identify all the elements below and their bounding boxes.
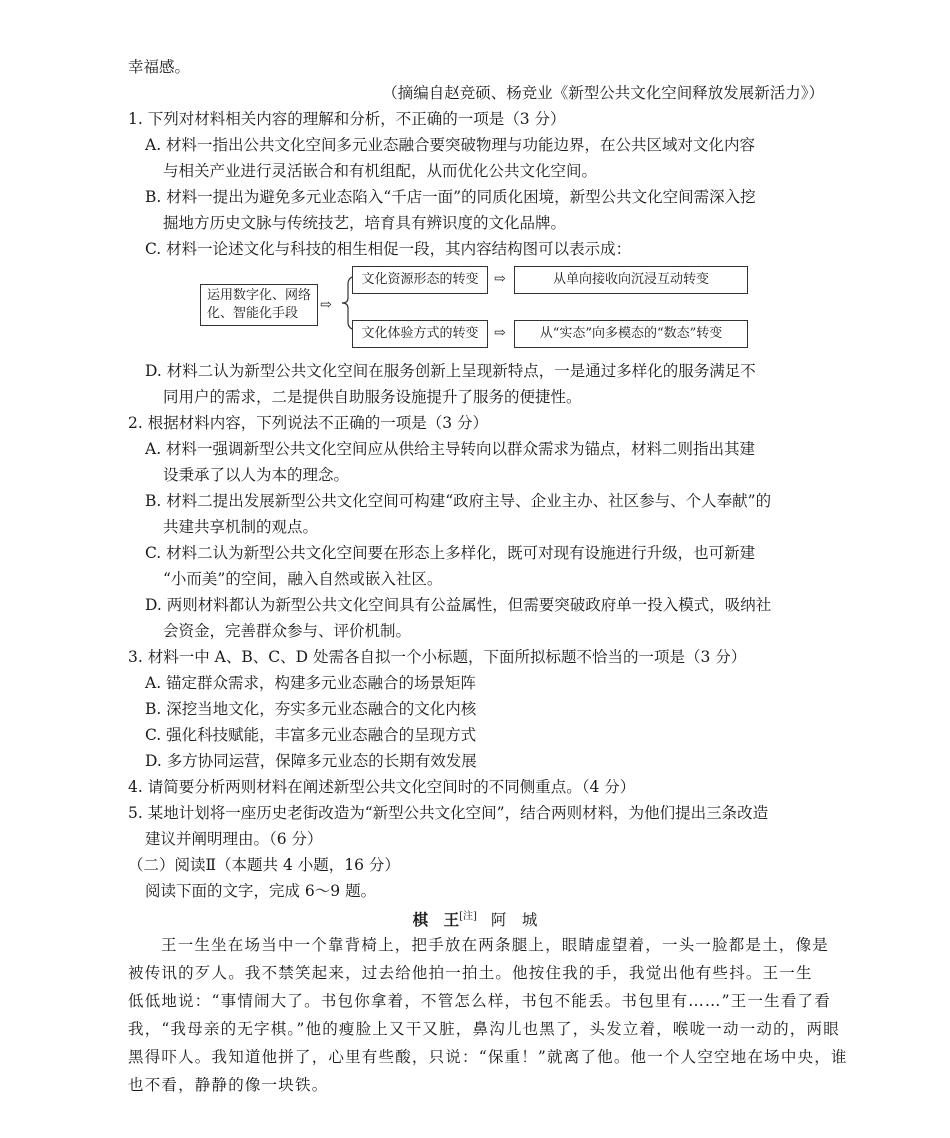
structure-diagram bbox=[200, 262, 760, 350]
reading-title: 棋 王 bbox=[412, 910, 460, 930]
diagram-branch-2-box bbox=[352, 320, 488, 348]
diagram-branch-1-text: 文化资源形态的转变 bbox=[361, 272, 479, 287]
diagram-root-text: 运用数字化、网络化、智能化手段 bbox=[207, 288, 312, 321]
diagram-branch-1-box bbox=[352, 266, 488, 294]
passage-line: 也不看，静静的像一块铁。 bbox=[128, 1076, 329, 1094]
diagram-branch-2-text: 文化体验方式的转变 bbox=[361, 326, 479, 341]
option-1a-cont: 与相关产业进行灵活嵌合和有机组配，从而优化公共文化空间。 bbox=[163, 162, 598, 180]
root-arrow-icon: ⇨ bbox=[320, 297, 332, 313]
option-2d-cont: 会资金，完善群众参与、评价机制。 bbox=[163, 622, 412, 640]
instruction: 阅读下面的文字，完成 6～9 题。 bbox=[145, 882, 377, 900]
branch-2-arrow-icon: ⇨ bbox=[494, 325, 506, 341]
reading-title-row bbox=[0, 906, 950, 931]
text-line: 幸福感。 bbox=[128, 58, 191, 76]
reading-author: 阿 城 bbox=[490, 911, 538, 930]
question-1: 1. 下列对材料相关内容的理解和分析，不正确的一项是（3 分） bbox=[128, 110, 566, 128]
option-1b-cont: 掘地方历史文脉与传统技艺，培育具有辨识度的文化品牌。 bbox=[163, 214, 567, 232]
passage-line: 低低地说：“事情闹大了。书包你拿着，不管怎么样，书包不能丢。书包里有……”王一生看了看 bbox=[128, 992, 831, 1010]
option-2a-cont: 设秉承了以人为本的理念。 bbox=[163, 466, 350, 484]
option-3b: B. 深挖当地文化，夯实多元业态融合的文化内核 bbox=[145, 700, 477, 718]
option-1a: A. 材料一指出公共文化空间多元业态融合要突破物理与功能边界，在公共区域对文化内容 bbox=[145, 136, 756, 154]
branch-1-arrow-icon: ⇨ bbox=[494, 271, 506, 287]
passage-line: 我，“我母亲的无字棋。”他的瘦脸上又干又脏，鼻沟儿也黑了，头发立着，喉咙一动一动的，两眼 bbox=[128, 1020, 840, 1038]
option-2d: D. 两则材料都认为新型公共文化空间具有公益属性，但需要突破政府单一投入模式，吸纳社 bbox=[145, 596, 772, 614]
option-2b-cont: 共建共享机制的观点。 bbox=[163, 518, 319, 536]
diagram-result-1-box bbox=[514, 266, 748, 294]
option-2c-cont: “小而美”的空间，融入自然或嵌入社区。 bbox=[163, 570, 443, 588]
option-3a: A. 锚定群众需求，构建多元业态融合的场景矩阵 bbox=[145, 674, 477, 692]
question-2: 2. 根据材料内容，下列说法不正确的一项是（3 分） bbox=[128, 414, 489, 432]
option-2c: C. 材料二认为新型公共文化空间要在形态上多样化，既可对现有设施进行升级，也可新建 bbox=[145, 544, 756, 562]
question-5-cont: 建议并阐明理由。（6 分） bbox=[145, 830, 323, 848]
diagram-root-box bbox=[200, 284, 318, 326]
diagram-result-2-box bbox=[514, 320, 748, 348]
source-citation: （摘编自赵竞硕、杨竞业《新型公共文化空间释放发展新活力》） bbox=[382, 84, 824, 102]
passage-line: 被传讯的歹人。我不禁笑起来，过去给他拍一拍土。他按住我的手，我觉出他有些抖。王一生 bbox=[128, 964, 813, 982]
question-5: 5. 某地计划将一座历史老街改造为“新型公共文化空间”，结合两则材料，为他们提出三条改造 bbox=[128, 804, 769, 822]
option-3d: D. 多方协同运营，保障多元业态的长期有效发展 bbox=[145, 752, 477, 770]
footnote-marker: [注] bbox=[459, 911, 477, 922]
option-1b: B. 材料一提出为避免多元业态陷入“千店一面”的同质化困境，新型公共文化空间需深入挖 bbox=[145, 188, 756, 206]
question-3: 3. 材料一中 A、B、C、D 处需各自拟一个小标题，下面所拟标题不恰当的一项是（3 分） bbox=[128, 648, 747, 666]
passage-line: 王一生坐在场当中一个靠背椅上，把手放在两条腿上，眼睛虚望着，一头一脸都是土，像是 bbox=[161, 936, 830, 954]
passage-line: 黑得吓人。我知道他拼了，心里有些酸，只说：“保重！”就离了他。他一个人空空地在场中央，谁 bbox=[128, 1048, 848, 1066]
question-4: 4. 请简要分析两则材料在阐述新型公共文化空间时的不同侧重点。（4 分） bbox=[128, 778, 636, 796]
option-1c: C. 材料一论述文化与科技的相生相促一段，其内容结构图可以表示成： bbox=[145, 240, 632, 258]
option-1d-cont: 同用户的需求，二是提供自助服务设施提升了服务的便捷性。 bbox=[163, 388, 582, 406]
section-heading: （二）阅读Ⅱ（本题共 4 小题，16 分） bbox=[128, 856, 400, 874]
option-3c: C. 强化科技赋能，丰富多元业态融合的呈现方式 bbox=[145, 726, 477, 744]
option-1d: D. 材料二认为新型公共文化空间在服务创新上呈现新特点，一是通过多样化的服务满足不 bbox=[145, 362, 756, 380]
option-2a: A. 材料一强调新型公共文化空间应从供给主导转向以群众需求为锚点，材料二则指出其建 bbox=[145, 440, 756, 458]
option-2b: B. 材料二提出发展新型公共文化空间可构建“政府主导、企业主办、社区参与、个人奉献”的 bbox=[145, 492, 772, 510]
diagram-result-1-text: 从单向接收向沉浸互动转变 bbox=[552, 272, 709, 287]
diagram-result-2-text: 从“实态”向多模态的“数态”转变 bbox=[539, 326, 723, 341]
